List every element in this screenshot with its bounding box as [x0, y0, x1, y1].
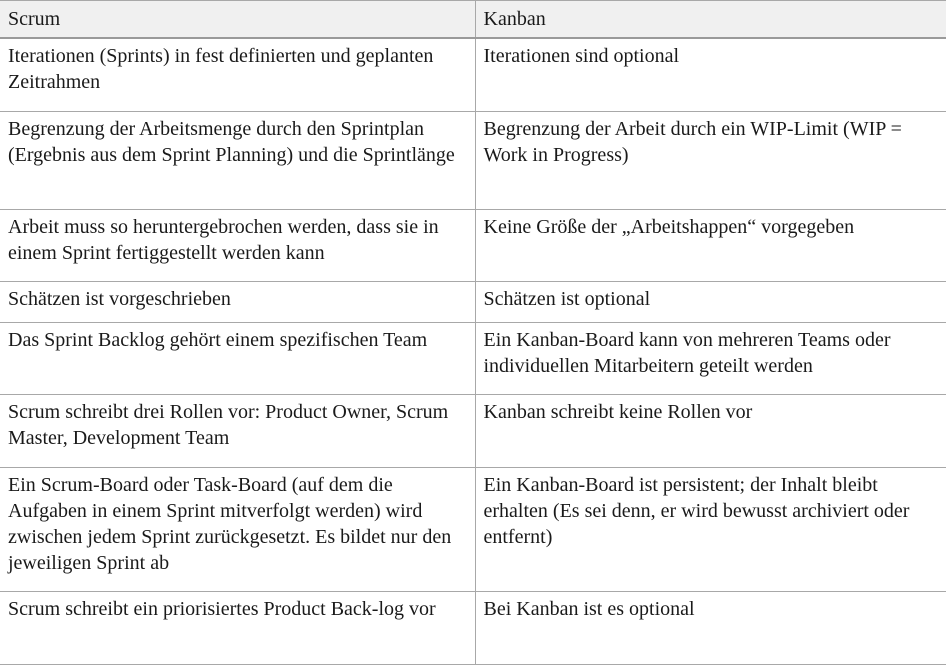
table-body [0, 38, 946, 665]
scrum-cell: Arbeit muss so heruntergebrochen werden, dass sie in einem Sprint fertiggestellt werden kann [0, 210, 475, 282]
table-row [0, 323, 946, 395]
kanban-cell: Keine Größe der „Arbeitshappen“ vorgegeben [475, 210, 946, 282]
header-row [0, 1, 946, 39]
kanban-cell: Bei Kanban ist es optional [475, 592, 946, 665]
scrum-cell: Begrenzung der Arbeitsmenge durch den Sprintplan (Ergebnis aus dem Sprint Planning) und die Sprintlänge [0, 112, 475, 210]
scrum-cell: Schätzen ist vorgeschrieben [0, 282, 475, 323]
table-header [0, 1, 946, 39]
table-row [0, 395, 946, 468]
table-row [0, 282, 946, 323]
kanban-cell: Ein Kanban-Board ist persistent; der Inhalt bleibt erhalten (Es sei denn, er wird bewusst archiviert oder entfernt) [475, 468, 946, 592]
table-row [0, 592, 946, 665]
scrum-cell: Ein Scrum-Board oder Task-Board (auf dem die Aufgaben in einem Sprint mitverfolgt werden) wird zwischen jedem Sprint zurückgesetzt. Es bildet nur den jeweiligen Sprint ab [0, 468, 475, 592]
header-kanban: Kanban [475, 1, 946, 39]
kanban-cell: Kanban schreibt keine Rollen vor [475, 395, 946, 468]
table-row [0, 38, 946, 112]
kanban-cell: Schätzen ist optional [475, 282, 946, 323]
kanban-cell: Iterationen sind optional [475, 38, 946, 112]
table-row [0, 468, 946, 592]
header-scrum: Scrum [0, 1, 475, 39]
scrum-cell: Scrum schreibt drei Rollen vor: Product Owner, Scrum Master, Development Team [0, 395, 475, 468]
kanban-cell: Begrenzung der Arbeit durch ein WIP-Limit (WIP = Work in Progress) [475, 112, 946, 210]
scrum-cell: Das Sprint Backlog gehört einem spezifischen Team [0, 323, 475, 395]
table-row [0, 112, 946, 210]
scrum-cell: Scrum schreibt ein priorisiertes Product Back-log vor [0, 592, 475, 665]
table-row [0, 210, 946, 282]
scrum-cell: Iterationen (Sprints) in fest definierten und geplanten Zeitrahmen [0, 38, 475, 112]
kanban-cell: Ein Kanban-Board kann von mehreren Teams oder individuellen Mitarbeitern geteilt werden [475, 323, 946, 395]
